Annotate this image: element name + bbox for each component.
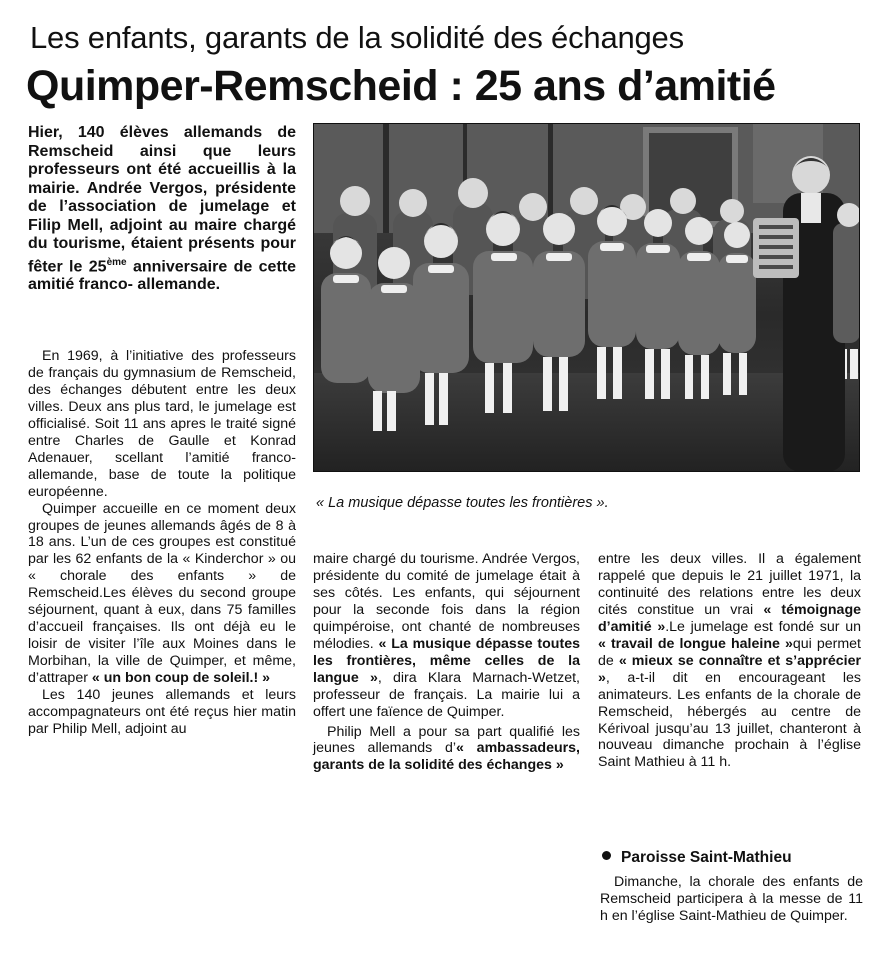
- continuity-text-3: qui permet de: [598, 635, 861, 669]
- article-kicker: Les enfants, garants de la solidité des échanges: [30, 20, 684, 55]
- parish-box: [600, 848, 863, 925]
- parish-box-text: Dimanche, la chorale des enfants de Remscheid participera à la messe de 11 h en l’église Saint-Mathieu de Quimper.: [600, 874, 863, 924]
- music-quote: « La musique dépasse toutes les frontières, même celles de la langue »: [313, 635, 580, 686]
- paragraph-groups-quote: « un bon coup de soleil.! »: [91, 670, 271, 687]
- article-headline: Quimper-Remscheid : 25 ans d’amitié: [26, 62, 776, 110]
- paragraph-groups: [28, 501, 296, 687]
- lede-text-end: anniversaire de cette amitié franco- allemande.: [28, 257, 296, 294]
- paragraph-music: [313, 551, 580, 721]
- parish-box-title-text: Paroisse Saint-Mathieu: [621, 849, 792, 866]
- paragraph-groups-text: Quimper accueille en ce moment deux groupes de jeunes allemands âgés de 8 à 18 ans. L’un de ces groupes est constitué par les 62 enfants de la « Kinderchor » ou « chorale des enfants » de Remscheid.Les élèves du second groupe séjournent, quant à eux, dans 75 familles d’accueil françaises. Ils ont déjà eu le loisir de visiter l’île aux Moines dans le Morbihan, la ville de Quimper, et même, d’attraper: [28, 500, 296, 687]
- continuity-text-2: .Le jumelage est fondé sur un: [665, 618, 861, 635]
- column-2: [313, 551, 580, 774]
- ambassadors-text-1: Philip Mell a pour sa part qualifié les jeunes allemands d’: [313, 723, 580, 757]
- paragraph-reception: Les 140 jeunes allemands et leurs accompagnateurs ont été reçus hier matin par Philip Mell, adjoint au: [28, 687, 296, 737]
- paragraph-music-text: maire chargé du tourisme. Andrée Vergos, présidente du comité de jumelage était à ses côtés. Les enfants, qui séjournent pour la seconde fois dans la région quimpéroise, ont chanté de nombreuses mélodies.: [313, 551, 580, 652]
- column-1: [28, 348, 296, 738]
- continuity-text-4: , a-t-il dit en encourageant les animateurs. Les enfants de la chorale de Remscheid, hébergés au centre de Kérivoal jusqu’au 13 juillet, chanteront à nouveau dimanche prochain à l’église Saint Mathieu à 11 h.: [598, 669, 861, 771]
- lede-superscript: ème: [106, 256, 127, 268]
- paragraph-ambassadors: [313, 724, 580, 775]
- ambassadors-quote: « ambassadeurs, garants de la solidité des échanges »: [313, 740, 580, 774]
- long-work-quote: « travail de longue haleine »: [598, 635, 793, 652]
- article-lede: [28, 124, 296, 295]
- column-3: [598, 551, 861, 771]
- paragraph-music-text-end: , dira Klara Marnach-Wetzet, professeur de français. La mairie lui a offert une faïence de Quimper.: [313, 669, 580, 720]
- paragraph-continuity: [598, 551, 861, 771]
- parish-box-title: [600, 848, 863, 868]
- choir-photo: [313, 123, 860, 472]
- lede-text: Hier, 140 élèves allemands de Remscheid ainsi que leurs professeurs ont été accueillis à la mairie. Andrée Vergos, présidente de l’association de jumelage et Filip Mell, adjoint au maire chargé du tourisme, étaient présents pour fêter le 25: [28, 124, 296, 275]
- paragraph-history: En 1969, à l’initiative des professeurs de français du gymnasium de Remscheid, des échanges débutent entre les deux villes. Deux ans plus tard, le jumelage est officialisé. Soit 11 ans apres le traité signé entre Charles de Gaulle et Konrad Adenauer, scellant l’amitié franco-allemande, base de toute la politique européenne.: [28, 348, 296, 500]
- know-better-quote: « mieux se connaître et s’apprécier »: [598, 652, 861, 686]
- photo-caption: « La musique dépasse toutes les frontières ».: [316, 495, 609, 511]
- bullet-icon: [602, 851, 611, 860]
- continuity-text-1: entre les deux villes. Il a également rappelé que depuis le 21 juillet 1971, la continuité des relations entre les deux cités constitue un vrai: [598, 551, 861, 618]
- friendship-quote: « témoignage d’amitié »: [598, 601, 861, 635]
- parish-box-body: [600, 874, 863, 925]
